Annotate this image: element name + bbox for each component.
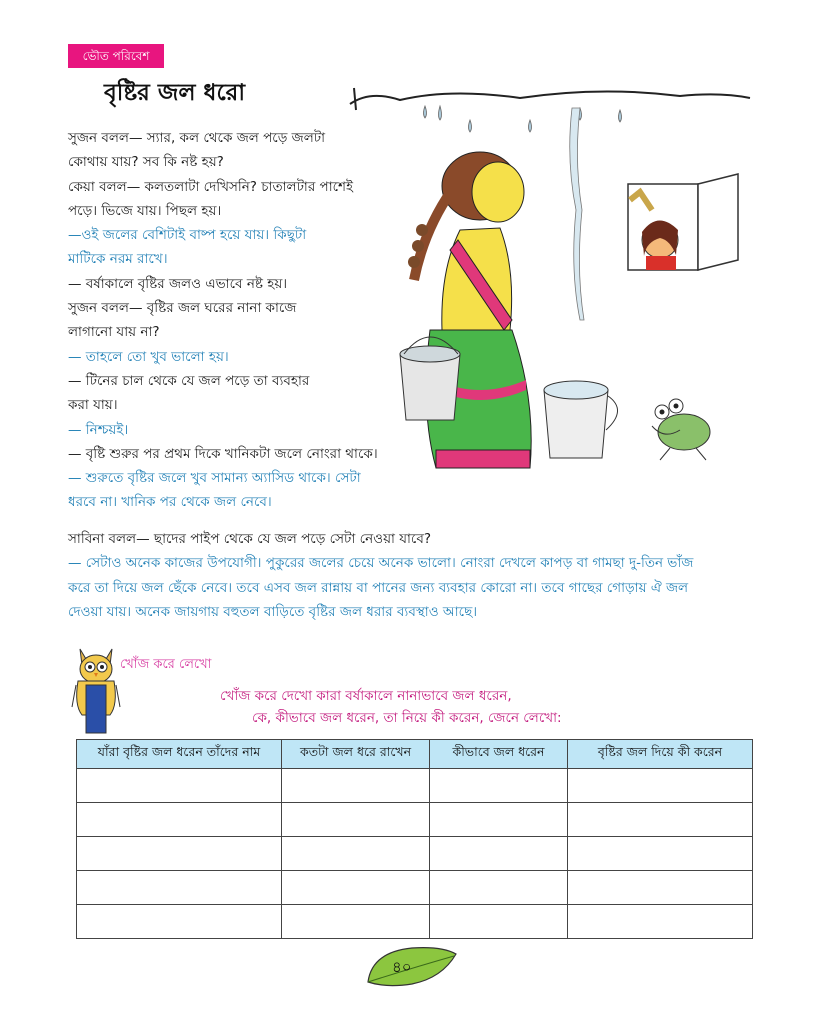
page-number: ৪০ [392, 958, 412, 976]
column-header: যাঁরা বৃষ্টির জল ধরেন তাঁদের নাম [77, 740, 282, 769]
dialogue-text-wide [68, 527, 768, 624]
table-cell[interactable] [568, 769, 753, 803]
table-row [77, 871, 753, 905]
column-header: কতটা জল ধরে রাখেন [282, 740, 430, 769]
water-drops [424, 106, 622, 132]
text-line: — বর্ষাকালে বৃষ্টির জলও এভাবে নষ্ট হয়। [68, 275, 288, 292]
text-line: — নিশ্চয়ই। [68, 421, 129, 438]
instruction-line-1: খোঁজ করে দেখো কারা বর্ষাকালে নানাভাবে জল ধরেন, [220, 688, 512, 704]
illustration [340, 80, 780, 520]
text-line: পড়ে। ভিজে যায়। পিছল হয়। [68, 202, 222, 219]
table-cell[interactable] [77, 803, 282, 837]
table-cell[interactable] [568, 803, 753, 837]
column-header: কীভাবে জল ধরেন [430, 740, 568, 769]
text-line: করে তা দিয়ে জল ছেঁকে নেবে। তবে এসব জল রান্নায় বা পানের জন্য ব্যবহার কোরো না। তবে গাছের গোড়ায় ঐ জল [68, 579, 689, 596]
text-line: — তাহলে তো খুব ভালো হয়। [68, 348, 229, 365]
frog [652, 399, 710, 460]
table-cell[interactable] [568, 871, 753, 905]
window [628, 174, 738, 270]
text-line: —ওই জলের বেশিটাই বাষ্প হয়ে যায়। কিছুটা [68, 227, 307, 244]
text-line: দেওয়া যায়। অনেক জায়গায় বহুতল বাড়িতে বৃষ্টির জল ধরার ব্যবস্থাও আছে। [68, 603, 478, 620]
roof-edge [350, 91, 750, 104]
table-cell[interactable] [282, 769, 430, 803]
table-cell[interactable] [282, 803, 430, 837]
text-line: সুজন বলল— বৃষ্টির জল ঘরের নানা কাজে [68, 300, 297, 317]
table-cell[interactable] [430, 905, 568, 939]
table-row [77, 803, 753, 837]
table-row [77, 905, 753, 939]
text-line: — টিনের চাল থেকে যে জল পড়ে তা ব্যবহার [68, 372, 310, 389]
page-title: বৃষ্টির জল ধরো [104, 80, 246, 106]
instruction-line-2: কে, কীভাবে জল ধরেন, তা নিয়ে কী করেন, জেনে লেখো: [252, 710, 562, 726]
table-cell[interactable] [77, 905, 282, 939]
section-tag: ভৌত পরিবেশ [68, 44, 164, 68]
table-cell[interactable] [77, 769, 282, 803]
table-row [77, 837, 753, 871]
table-row [77, 769, 753, 803]
text-line: — সেটাও অনেক কাজের উপযোগী। পুকুরের জলের চেয়ে অনেক ভালো। নোংরা দেখলে কাপড় বা গামছা দু-তিন ভাঁজ [68, 555, 694, 572]
text-line: মাটিকে নরম রাখে। [68, 251, 168, 268]
table-cell[interactable] [77, 871, 282, 905]
text-line: লাগানো যায় না? [68, 324, 160, 341]
table-cell[interactable] [568, 905, 753, 939]
table-cell[interactable] [430, 837, 568, 871]
activity-table [76, 739, 753, 939]
text-line: — শুরুতে বৃষ্টির জলে খুব সামান্য অ্যাসিড থাকে। সেটা [68, 470, 361, 487]
table-cell[interactable] [282, 837, 430, 871]
owl-mascot [70, 645, 122, 735]
table-cell[interactable] [282, 871, 430, 905]
roof-edge-mark [354, 88, 356, 110]
text-line: কোথায় যায়? সব কি নষ্ট হয়? [68, 154, 224, 171]
table-cell[interactable] [430, 871, 568, 905]
woman-figure [408, 152, 531, 468]
activity-heading: খোঁজ করে লেখো [120, 657, 212, 672]
table-cell[interactable] [430, 803, 568, 837]
water-stream [570, 108, 584, 320]
leaf-icon [362, 942, 462, 990]
text-line: ধরবে না। খানিক পর থেকে জল নেবে। [68, 494, 272, 511]
table-cell[interactable] [282, 905, 430, 939]
bucket-held [400, 337, 460, 420]
table-cell[interactable] [77, 837, 282, 871]
bucket-ground [544, 381, 618, 458]
text-line: কেয়া বলল— কলতলাটা দেখিসনি? চাতালটার পাশেই [68, 178, 354, 195]
text-line: সুজন বলল— স্যার, কল থেকে জল পড়ে জলটা [68, 130, 326, 146]
activity-instructions [220, 685, 780, 729]
text-line: করা যায়। [68, 397, 118, 414]
text-line: — বৃষ্টি শুরুর পর প্রথম দিকে খানিকটা জলে নোংরা থাকে। [68, 445, 378, 462]
column-header: বৃষ্টির জল দিয়ে কী করেন [568, 740, 753, 769]
table-cell[interactable] [568, 837, 753, 871]
table-cell[interactable] [430, 769, 568, 803]
table-header-row [77, 740, 753, 769]
text-line: সাবিনা বলল— ছাদের পাইপ থেকে যে জল পড়ে সেটা নেওয়া যাবে? [68, 531, 432, 547]
